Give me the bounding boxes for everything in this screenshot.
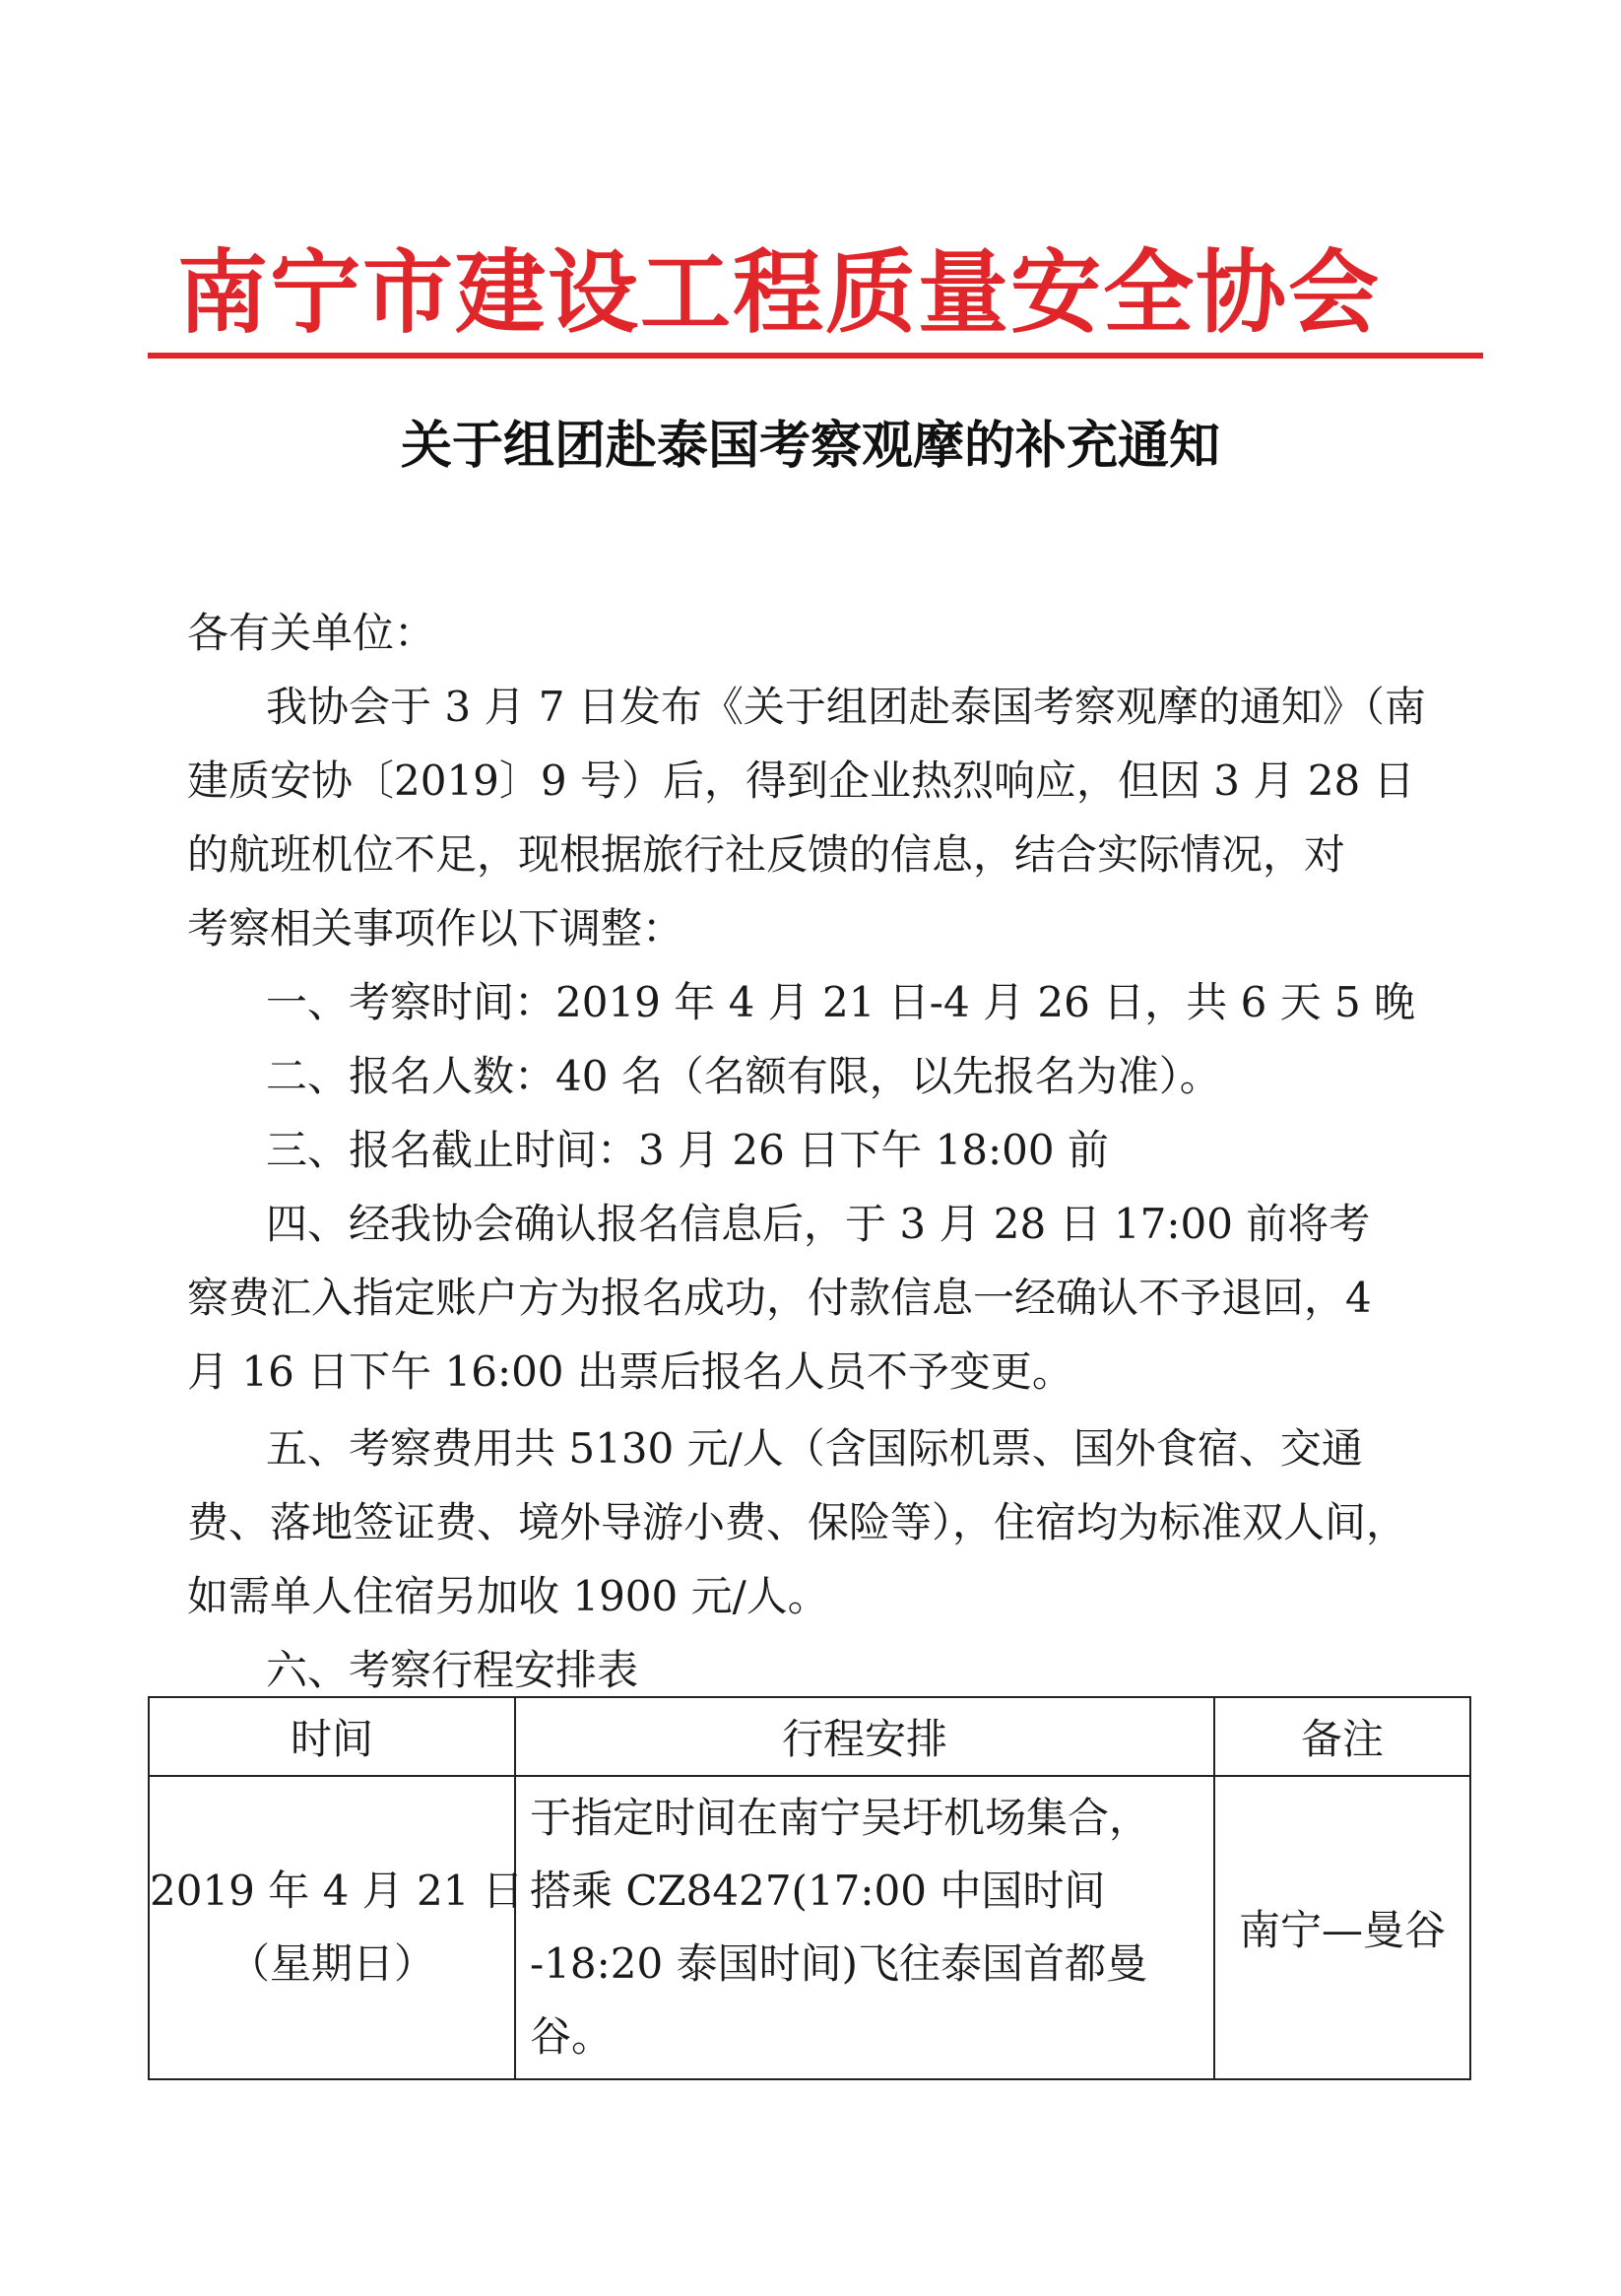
itinerary-line: 搭乘 CZ8427(17:00 中国时间 <box>530 1867 1106 1915</box>
itinerary-line: 于指定时间在南宁吴圩机场集合， <box>530 1794 1151 1842</box>
column-header-itinerary: 行程安排 <box>515 1697 1214 1776</box>
item-exam-time: 一、考察时间：2019 年 4 月 21 日-4 月 26 日，共 6 天 5 晚 <box>266 978 1416 1026</box>
body-line: 建质安协〔2019〕9 号）后，得到企业热烈响应，但因 3 月 28 日 <box>187 756 1415 805</box>
schedule-cell-note: 南宁—曼谷 <box>1214 1776 1470 2079</box>
item-fee: 五、考察费用共 5130 元/人（含国际机票、国外食宿、交通 <box>266 1424 1363 1473</box>
item-payment: 四、经我协会确认报名信息后，于 3 月 28 日 17:00 前将考 <box>266 1200 1371 1248</box>
table-row <box>149 1776 1470 2079</box>
body-line: 费、落地签证费、境外导游小费、保险等），住宿均为标准双人间， <box>187 1498 1408 1546</box>
body-line: 察费汇入指定账户方为报名成功，付款信息一经确认不予退回，4 <box>187 1274 1372 1322</box>
body-line: 考察相关事项作以下调整： <box>187 904 684 952</box>
body-line: 如需单人住宿另加收 1900 元/人。 <box>187 1572 829 1620</box>
item-schedule-heading: 六、考察行程安排表 <box>266 1646 639 1694</box>
salutation: 各有关单位： <box>187 609 436 657</box>
item-deadline: 三、报名截止时间：3 月 26 日下午 18:00 前 <box>266 1126 1109 1174</box>
body-line: 的航班机位不足，现根据旅行社反馈的信息，结合实际情况，对 <box>187 830 1346 879</box>
schedule-cell-time <box>149 1776 524 2079</box>
time-weekday: （星期日） <box>227 1939 435 1988</box>
body-line: 我协会于 3 月 7 日发布《关于组团赴泰国考察观摩的通知》（南 <box>266 683 1426 731</box>
document-title: 关于组团赴泰国考察观摩的补充通知 <box>400 417 1220 476</box>
letterhead-organization: 南宁市建设工程质量安全协会 <box>177 239 1382 346</box>
item-headcount: 二、报名人数：40 名（名额有限，以先报名为准）。 <box>266 1052 1221 1100</box>
schedule-cell-itinerary <box>515 1776 1214 2079</box>
letterhead-red-rule <box>148 353 1483 359</box>
itinerary-line: 谷。 <box>530 2012 614 2061</box>
itinerary-line: -18:20 泰国时间)飞往泰国首都曼 <box>530 1939 1147 1988</box>
column-header-note: 备注 <box>1214 1697 1470 1776</box>
schedule-header-row <box>149 1697 1470 1776</box>
body-line: 月 16 日下午 16:00 出票后报名人员不予变更。 <box>187 1347 1073 1396</box>
time-date: 2019 年 4 月 21 日 <box>150 1867 524 1915</box>
schedule-table <box>148 1696 1471 2080</box>
column-header-time: 时间 <box>149 1697 515 1776</box>
